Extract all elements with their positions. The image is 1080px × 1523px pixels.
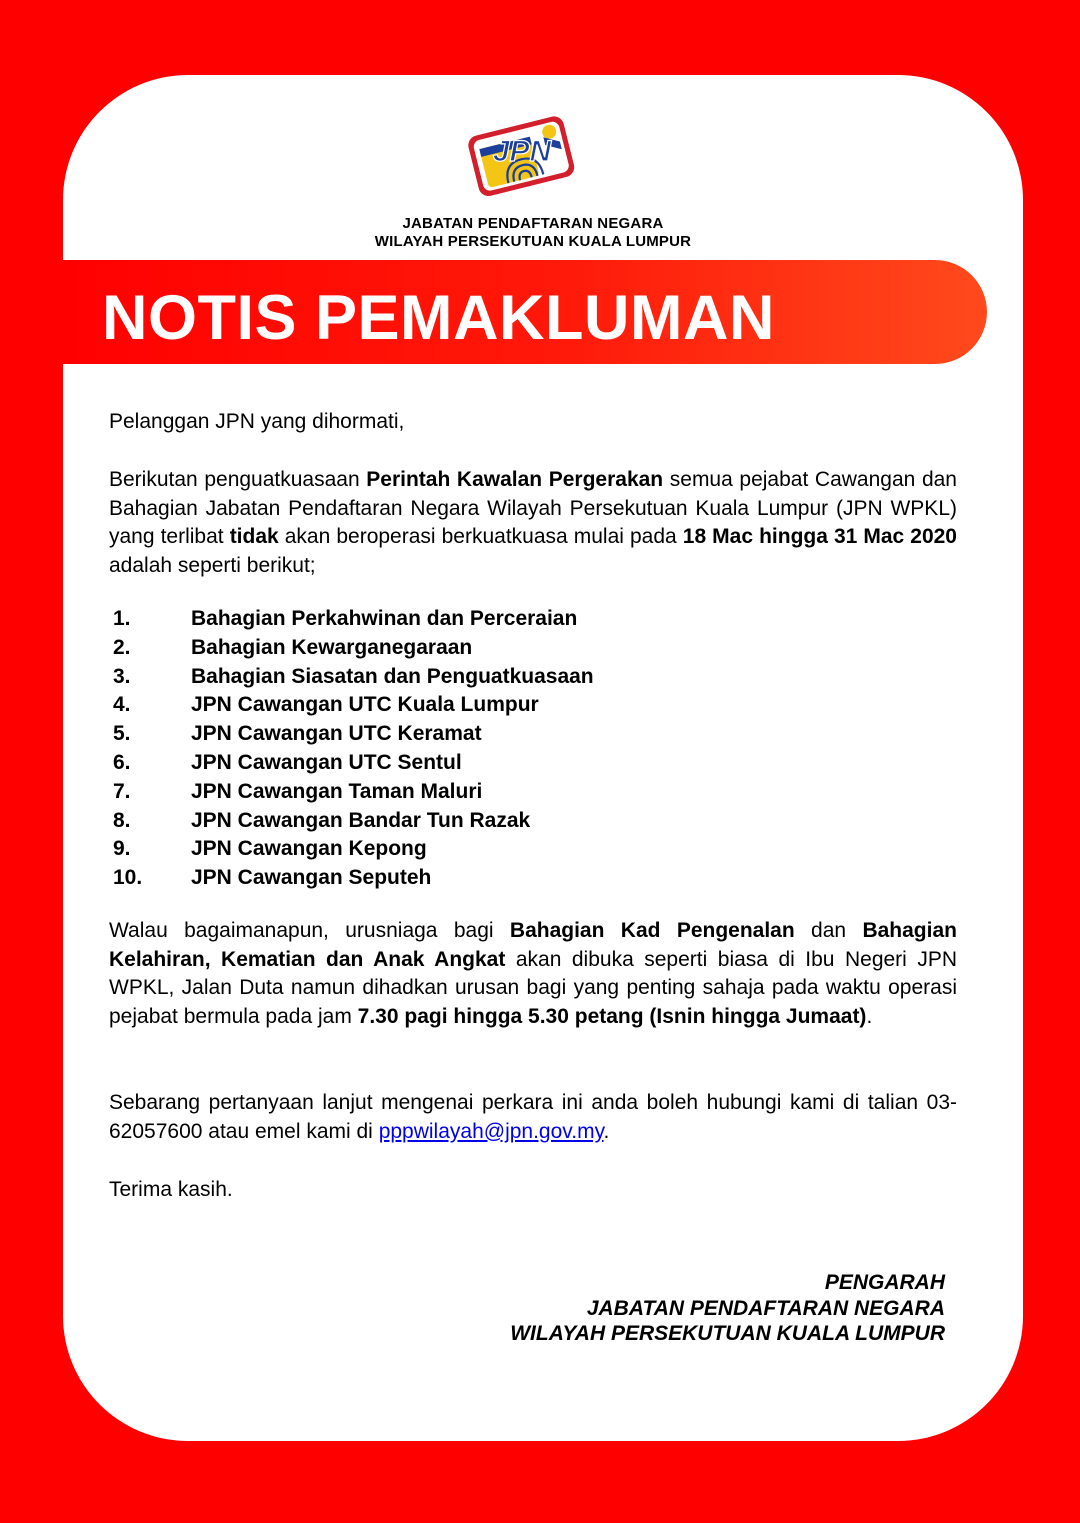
- para2-bold-hours: 7.30 pagi hingga 5.30 petang (Isnin hingga Jumaat): [357, 1004, 867, 1028]
- closed-offices-list: [109, 605, 957, 893]
- para1-bold-tidak: tidak: [229, 525, 279, 548]
- para2-text-3: akan dibuka seperti biasa di Ibu Negeri JPN WPKL, Jalan Duta namun dihadkan urusan bagi yang penting sahaja pada waktu operasi pejabat bermula pada jam: [109, 947, 958, 1028]
- para1-text-2: semua pejabat Cawangan dan Bahagian Jabatan Pendaftaran Negara Wilayah Persekutuan Kuala Lumpur (JPN WPKL) yang terlibat: [109, 468, 957, 548]
- list-item: 6. JPN Cawangan UTC Sentul: [113, 750, 462, 774]
- page-title: NOTIS PEMAKLUMAN: [102, 283, 775, 353]
- list-item: 9. JPN Cawangan Kepong: [113, 837, 427, 861]
- para2-text-4: .: [866, 1004, 873, 1028]
- signature-line-1: PENGARAH: [824, 1271, 945, 1294]
- signature-line-2: JABATAN PENDAFTARAN NEGARA: [586, 1296, 945, 1320]
- greeting: Pelanggan JPN yang dihormati,: [109, 410, 405, 433]
- organisation-header: [0, 215, 1080, 251]
- para1-text-1: Berikutan penguatkuasaan: [109, 468, 367, 491]
- para2-bold-ic: Bahagian Kad Pengenalan: [509, 919, 795, 942]
- list-item: 8. JPN Cawangan Bandar Tun Razak: [113, 808, 531, 832]
- para1-text-3: akan beroperasi berkuatkuasa mulai pada: [278, 525, 683, 548]
- signature-line-3: WILAYAH PERSEKUTUAN KUALA LUMPUR: [510, 1322, 945, 1345]
- paragraph-contact: [109, 1089, 957, 1146]
- list-item: 10. JPN Cawangan Seputeh: [113, 866, 432, 890]
- svg-text:JPN: JPN: [492, 135, 552, 168]
- header-line-1: JABATAN PENDAFTARAN NEGARA: [402, 215, 664, 232]
- list-item: 7. JPN Cawangan Taman Maluri: [113, 779, 483, 803]
- jpn-logo-icon: [462, 103, 582, 203]
- list-item: 1. Bahagian Perkahwinan dan Perceraian: [113, 607, 578, 630]
- para1-bold-mco: Perintah Kawalan Pergerakan: [366, 468, 664, 491]
- para2-text-2: dan: [794, 919, 863, 942]
- list-item: 5. JPN Cawangan UTC Keramat: [113, 722, 482, 746]
- paragraph-open-services: [109, 917, 957, 1031]
- closing-text: Terima kasih.: [109, 1178, 233, 1201]
- para1-text-4: adalah seperti berikut;: [109, 553, 316, 577]
- list-item: 3. Bahagian Siasatan dan Penguatkuasaan: [113, 664, 594, 688]
- list-item: 2. Bahagian Kewarganegaraan: [113, 635, 473, 659]
- para3-text-1: Sebarang pertanyaan lanjut mengenai perkara ini anda boleh hubungi kami di talian 03-62057600 atau emel kami di: [109, 1091, 957, 1143]
- para2-text-1: Walau bagaimanapun, urusniaga bagi: [109, 919, 510, 942]
- list-item: 4. JPN Cawangan UTC Kuala Lumpur: [113, 693, 539, 717]
- header-line-2: WILAYAH PERSEKUTUAN KUALA LUMPUR: [374, 233, 692, 250]
- signature-block: [510, 1270, 945, 1347]
- para3-text-2: .: [603, 1119, 610, 1143]
- email-link[interactable]: pppwilayah@jpn.gov.my: [378, 1119, 604, 1143]
- para2-bold-birth: Bahagian Kelahiran, Kematian dan Anak Angkat: [109, 919, 957, 971]
- paragraph-closure-notice: [109, 466, 957, 580]
- para1-bold-dates: 18 Mac hingga 31 Mac 2020: [682, 525, 957, 548]
